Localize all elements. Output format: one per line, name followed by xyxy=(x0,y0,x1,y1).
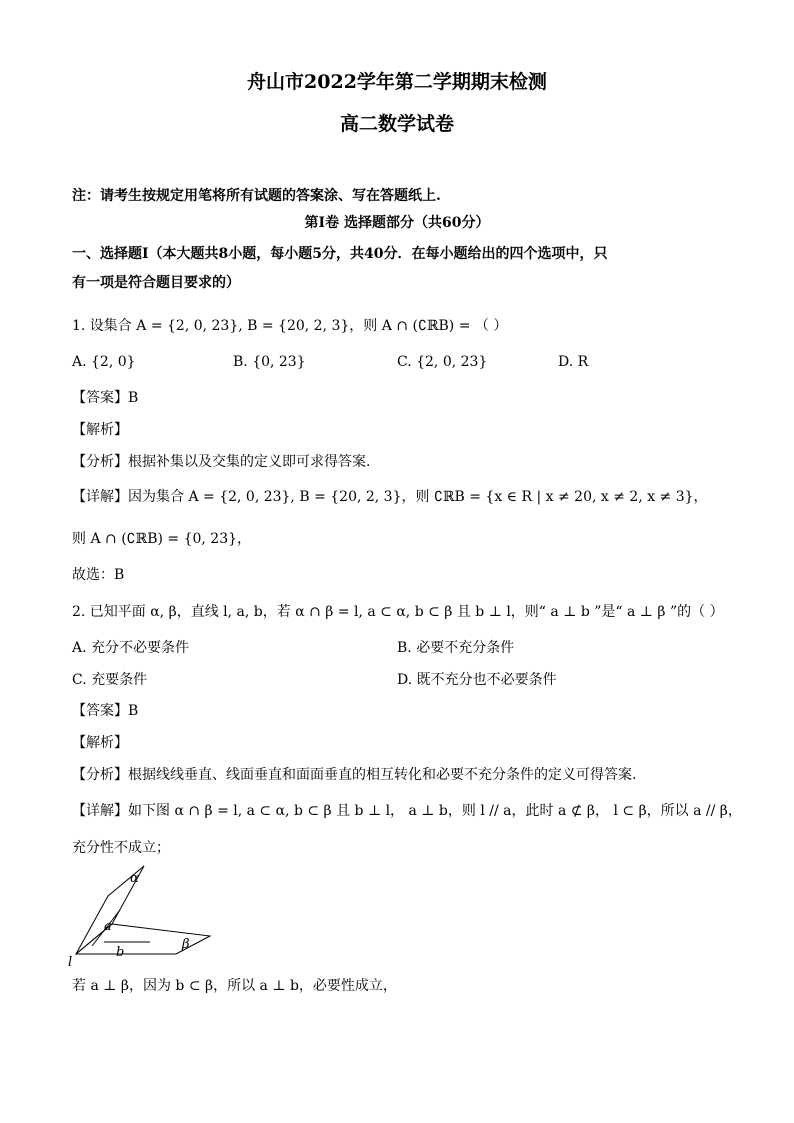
q1-detail2: 则 A ∩ (∁ℝB) = {0, 23}， xyxy=(72,531,252,547)
plane-beta xyxy=(76,924,210,954)
label-b: b xyxy=(116,945,125,960)
q1-detail: 【详解】因为集合 A = {2, 0, 23}, B = {20, 2, 3}，则 ∁ℝB = {x ∈ R | x ≠ 20, x ≠ 2, x ≠ 3}， xyxy=(72,489,708,505)
label-alpha: α xyxy=(130,871,139,886)
q1-stem: 1. 设集合 A = {2, 0, 23}, B = {20, 2, 3}，则 A ∩ (∁ℝB) = （ ） xyxy=(72,318,508,334)
label-beta: β xyxy=(182,937,190,952)
label-a: a xyxy=(104,919,112,934)
section-heading-line1: 一、选择题Ⅰ（本大题共8小题，每小题5分，共40分．在每小题给出的四个选项中，只 xyxy=(72,246,608,262)
planes-figure xyxy=(64,860,224,970)
q2-option-c: C. 充要条件 xyxy=(72,672,148,688)
q1-option-d: D. R xyxy=(558,354,589,370)
q2-last-line: 若 a ⊥ β，因为 b ⊂ β，所以 a ⊥ b，必要性成立， xyxy=(72,978,397,994)
q2-option-b: B. 必要不充分条件 xyxy=(397,640,515,656)
q2-detail2: 充分性不成立； xyxy=(72,840,170,856)
q2-stem: 2. 已知平面 α, β，直线 l, a, b，若 α ∩ β = l, a ⊂ α, b ⊂ β 且 b ⊥ l，则“ a ⊥ b ”是“ a ⊥ β ”的（ ） xyxy=(72,604,724,620)
page-title: 舟山市2022学年第二学期期末检测 xyxy=(247,71,547,93)
q2-option-d: D. 既不充分也不必要条件 xyxy=(397,672,557,688)
q1-fenxi: 【分析】根据补集以及交集的定义即可求得答案. xyxy=(72,454,371,470)
q2-analysis-label: 【解析】 xyxy=(72,735,128,751)
q1-answer: 【答案】B xyxy=(72,390,139,406)
exam-note: 注：请考生按规定用笔将所有试题的答案涂、写在答题纸上. xyxy=(72,188,441,204)
part-title: 第Ⅰ卷 选择题部分（共60分） xyxy=(304,215,490,231)
section-heading-line2: 有一项是符合题目要求的） xyxy=(72,275,240,291)
q1-option-c: C. {2, 0, 23} xyxy=(397,354,488,370)
q1-option-b: B. {0, 23} xyxy=(233,354,306,370)
q2-detail: 【详解】如下图 α ∩ β = l, a ⊂ α, b ⊂ β 且 b ⊥ l， a ⊥ b，则 l // a，此时 a ⊄ β， l ⊂ β，所以 a // β， xyxy=(72,803,742,819)
q2-option-a: A. 充分不必要条件 xyxy=(72,640,190,656)
q1-conclusion: 故选：B xyxy=(72,567,125,583)
q2-answer: 【答案】B xyxy=(72,703,139,719)
q1-analysis-label: 【解析】 xyxy=(72,422,128,438)
q2-fenxi: 【分析】根据线线垂直、线面垂直和面面垂直的相互转化和必要不充分条件的定义可得答案. xyxy=(72,767,637,783)
label-l: l xyxy=(68,955,73,970)
q1-option-a: A. {2, 0} xyxy=(72,354,136,370)
page-subtitle: 高二数学试卷 xyxy=(339,113,454,135)
